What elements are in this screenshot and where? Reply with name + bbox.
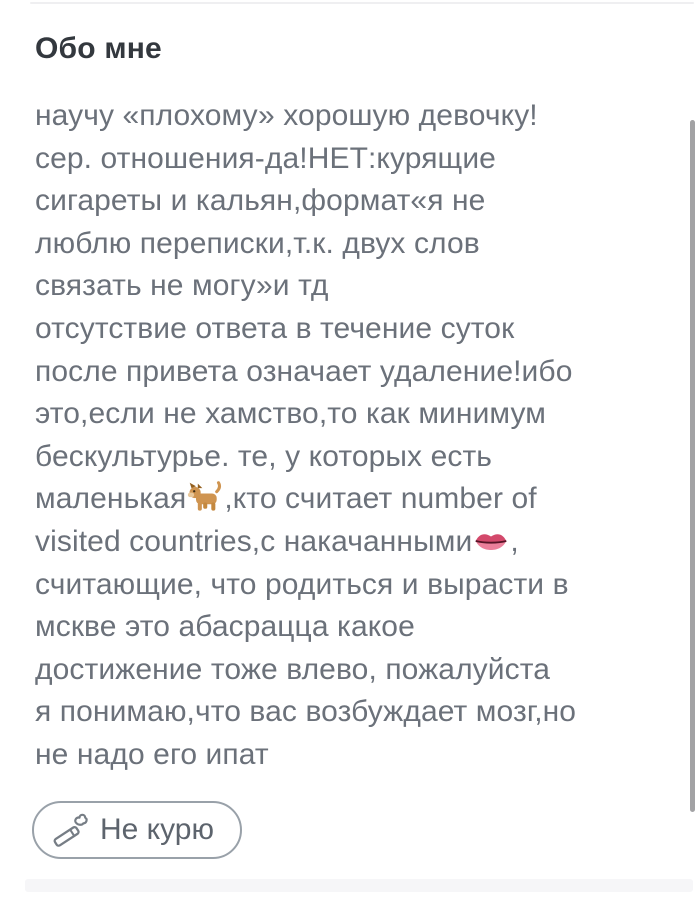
bio-line-text: отсутствие ответа в течение суток <box>35 311 515 345</box>
bio-line-text: ,кто считает number of <box>224 482 537 516</box>
bio-line <box>35 265 685 308</box>
bio-line-text: бескультурье. те, у которых есть <box>35 439 493 473</box>
bio-text <box>35 95 685 777</box>
bio-line-text: visited countries,с накачанными <box>35 524 473 558</box>
bio-line <box>35 351 685 394</box>
bio-line-text: я понимаю,что вас возбуждает мозг,но <box>35 695 577 729</box>
page-title: Обо мне <box>35 32 162 65</box>
bio-line-text: не надо его ипат <box>35 737 269 771</box>
bio-line <box>35 478 685 521</box>
bio-line <box>35 393 685 436</box>
bio-line-text: маленькая <box>35 482 187 516</box>
bio-line-text: после привета означает удаление!ибо <box>35 354 573 388</box>
smoking-badge-label: Не курю <box>100 813 214 846</box>
bio-line-text: научу «плохому» хорошую девочку! <box>35 99 538 132</box>
scrollbar-thumb[interactable] <box>690 120 695 812</box>
bio-line-text: считающие, что родиться и вырасти в <box>35 567 569 601</box>
smoking-badge <box>32 801 242 859</box>
bio-line <box>35 606 685 649</box>
bio-line <box>35 691 685 734</box>
bio-line <box>35 95 685 138</box>
lips-emoji <box>473 523 509 559</box>
bio-line-text: достижение тоже влево, пожалуйста <box>35 652 551 686</box>
bio-line-text: связать не могу»и тд <box>35 269 329 303</box>
bio-line-text: мскве это абасрацца какое <box>35 610 415 644</box>
bio-line <box>35 223 685 266</box>
bio-line-text: сер. отношения-да!НЕТ:курящие <box>35 141 496 175</box>
bio-line <box>35 649 685 692</box>
bio-line-text: это,если не хамство,то как минимум <box>35 397 546 431</box>
bio-line-text: люблю переписки,т.к. двух слов <box>35 226 480 260</box>
dog-emoji <box>187 480 223 516</box>
bio-line <box>35 436 685 479</box>
bio-line <box>35 180 685 223</box>
bio-line <box>35 308 685 351</box>
cigarette-icon <box>51 811 89 849</box>
bio-line-text: , <box>510 524 519 558</box>
bio-line-text: сигареты и кальян,формат«я не <box>35 184 486 218</box>
top-divider <box>30 2 694 4</box>
bottom-divider <box>25 879 693 892</box>
bio-line <box>35 521 685 564</box>
bio-line <box>35 564 685 607</box>
bio-line <box>35 734 685 777</box>
bio-line <box>35 138 685 181</box>
